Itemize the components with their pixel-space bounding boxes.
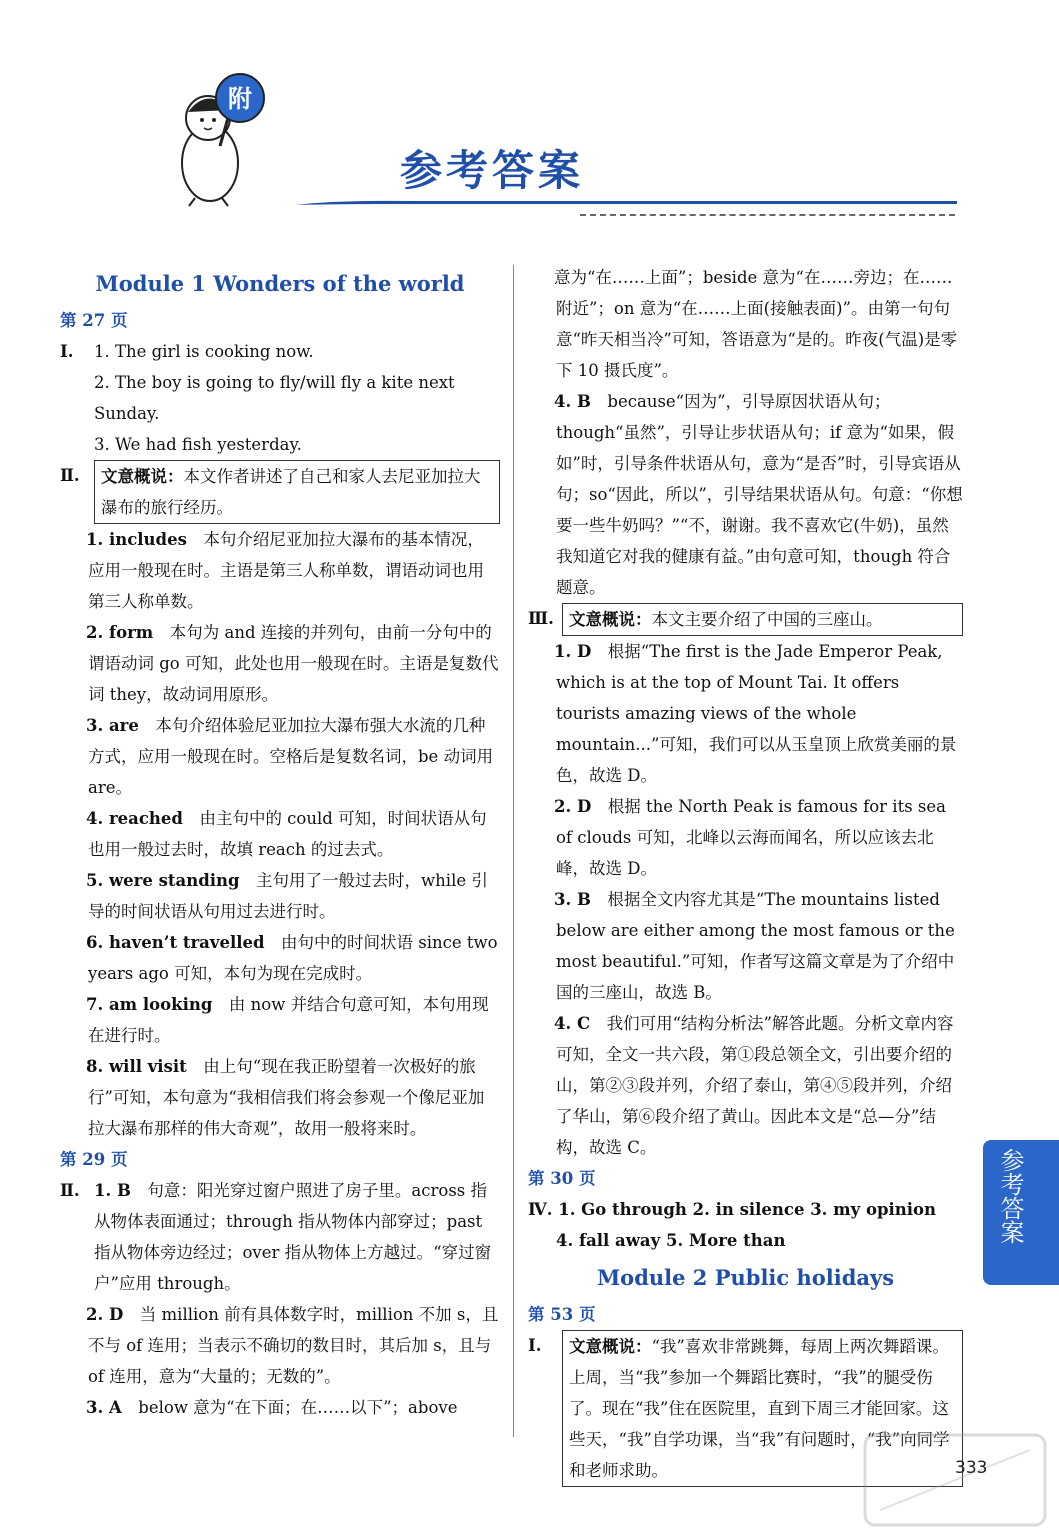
left-column: [60, 262, 500, 1423]
answer-item: [60, 710, 500, 803]
answer-key: 4. reached: [86, 809, 183, 828]
answer-explanation: 由主句中的 could 可知，时间状语从句也用一般过去时，故填 reach 的过去式。: [88, 809, 487, 859]
summary-label: 文意概说：: [569, 1337, 652, 1356]
side-tab-label: 参考答案: [996, 1148, 1024, 1244]
right-column: [528, 262, 963, 1487]
section-3: [528, 603, 963, 636]
answer-key: 1. B: [94, 1181, 131, 1200]
section-number: Ⅱ.: [60, 1181, 80, 1200]
answer-explanation: 本句介绍尼亚加拉大瀑布的基本情况，应用一般现在时。主语是第三人称单数，谓语动词也用第三人称单数。: [88, 530, 484, 611]
section-4-line: Ⅳ. 1. Go through 2. in silence 3. my opinion: [528, 1200, 937, 1219]
page-title: 参考答案: [400, 146, 585, 195]
summary-text: “我”喜欢非常跳舞，每周上两次舞蹈课。上周，当“我”参加一个舞蹈比赛时，“我”的腿受伤了。现在“我”住在医院里，直到下周三才能回家。这些天，“我”自学功课，当“我”有问题时，“我”向同学和老师求助。: [569, 1337, 950, 1480]
answer-explanation: 我们可用“结构分析法”解答此题。分析文章内容可知，全文一共六段，第①段总领全文，引出要介绍的山，第②③段并列，介绍了泰山，第④⑤段并列，介绍了华山，第⑥段介绍了黄山。因此本文是“总—分”结构，故选 C。: [556, 1014, 954, 1157]
answer-item: [60, 1051, 500, 1144]
answer-item: [528, 884, 963, 1008]
answer-explanation: 本句介绍体验尼亚加拉大瀑布强大水流的几种方式，应用一般现在时。空格后是复数名词，be 动词用 are。: [88, 716, 494, 797]
section-number: Ⅱ.: [60, 466, 80, 485]
answer-explanation: because“因为”，引导原因状语从句；though“虽然”，引导让步状语从句；if 意为“如果，假如”时，引导条件状语从句，意为“是否”时，引导宾语从句；so“因此，所以”，引导结果状语从句。句意：“你想要一些牛奶吗？”“不，谢谢。我不喜欢它(牛奶)，虽然我知道它对我的健康有益。”由句意可知，though 符合题意。: [556, 392, 963, 597]
answer-key: 6. haven’t travelled: [86, 933, 265, 952]
answer-key: 2. form: [86, 623, 154, 642]
answer-item: [60, 803, 500, 865]
answer-explanation: 根据 the North Peak is famous for its sea of clouds 可知，北峰以云海而闻名，所以应该去北峰，故选 D。: [556, 797, 946, 878]
answer-item: [60, 865, 500, 927]
mascot-illustration: [150, 68, 280, 208]
answer-key: 7. am looking: [86, 995, 213, 1014]
answer-item: 3. We had fish yesterday.: [94, 435, 302, 454]
page-ref-29: 第 29 页: [60, 1150, 128, 1169]
answer-key: 4. B: [554, 392, 591, 411]
answer-explanation: 句意：阳光穿过窗户照进了房子里。across 指从物体表面通过；through 指从物体内部穿过；past 指从物体旁边经过；over 指从物体上方越过。“穿过窗户”应用 through。: [94, 1181, 492, 1293]
answer-item: [60, 617, 500, 710]
answer-item: [60, 1392, 500, 1423]
answer-item: [528, 791, 963, 884]
answer-item: [528, 1008, 963, 1163]
summary-box: [562, 603, 963, 636]
section-4-line: 4. fall away 5. More than: [556, 1231, 786, 1250]
answer-key: 1. D: [554, 642, 592, 661]
watermark-logo: [860, 1430, 1050, 1530]
answer-key: 5. were standing: [86, 871, 240, 890]
section-number: Ⅰ.: [528, 1336, 542, 1355]
page-ref-27: 第 27 页: [60, 311, 128, 330]
answer-explanation: 由 now 并结合句意可知，本句用现在进行时。: [88, 995, 489, 1045]
section-number: Ⅲ.: [528, 609, 554, 628]
summary-label: 文意概说：: [101, 467, 184, 486]
module-2-title: Module 2 Public holidays: [596, 1265, 895, 1290]
answer-key: 8. will visit: [86, 1057, 187, 1076]
answer-key: 3. B: [554, 890, 591, 909]
answer-item: [60, 989, 500, 1051]
answer-item: 2. The boy is going to fly/will fly a kite next Sunday.: [94, 373, 455, 423]
answer-item: [528, 636, 963, 791]
answer-explanation: 根据“The first is the Jade Emperor Peak, which is at the top of Mount Tai. It offers tourists amazing views of the whole mountain...”可知，我们可以从玉皇顶上欣赏美丽的景色，故选 D。: [556, 642, 957, 785]
header-rule: [295, 200, 957, 206]
answer-item: 1. The girl is cooking now.: [94, 342, 314, 361]
section-2: [60, 460, 500, 524]
page-ref-53: 第 53 页: [528, 1305, 596, 1324]
summary-text: 本文主要介绍了中国的三座山。: [651, 610, 883, 629]
answer-explanation: 主句用了一般过去时，while 引导的时间状语从句用过去进行时。: [88, 871, 488, 921]
module-1-title: Module 1 Wonders of the world: [95, 271, 465, 296]
answer-explanation: 由上句“现在我正盼望着一次极好的旅行”可知，本句意为“我相信我们将会参观一个像尼亚加拉大瀑布那样的伟大奇观”，故用一般将来时。: [88, 1057, 485, 1138]
answer-explanation: below 意为“在下面；在……以下”；above: [138, 1398, 458, 1417]
answer-key: 2. D: [554, 797, 592, 816]
column-divider: [513, 265, 514, 1437]
page-number: 333: [955, 1458, 988, 1478]
answer-item: [94, 1175, 500, 1299]
summary-label: 文意概说：: [569, 610, 652, 629]
answer-key: 3. A: [86, 1398, 122, 1417]
badge-text: 附: [228, 85, 252, 113]
dashed-rule: [580, 214, 955, 216]
answer-item: [528, 386, 963, 603]
answer-item: [60, 524, 500, 617]
continued-text: 意为“在……上面”；beside 意为“在……旁边；在……附近”；on 意为“在……上面(接触表面)”。由第一句句意“昨天相当冷”可知，答语意为“是的。昨夜(气温)是零下 10 摄氏度”。: [554, 268, 958, 380]
section-number: Ⅰ.: [60, 342, 74, 361]
answer-item: [60, 927, 500, 989]
answer-item: [60, 1299, 500, 1392]
section-1: [60, 336, 500, 460]
answer-key: 3. are: [86, 716, 139, 735]
answer-explanation: 当 million 前有具体数字时，million 不加 s，且不与 of 连用；当表示不确切的数目时，其后加 s，且与 of 连用，意为“大量的；无数的”。: [88, 1305, 499, 1386]
summary-box: [94, 460, 500, 524]
section-1-items: [94, 336, 500, 460]
answer-key: 4. C: [554, 1014, 591, 1033]
answer-key: 1. includes: [86, 530, 187, 549]
answer-key: 2. D: [86, 1305, 124, 1324]
answer-explanation: 本句为 and 连接的并列句，由前一分句中的谓语动词 go 可知，此处也用一般现在时。主语是复数代词 they，故动词用原形。: [88, 623, 499, 704]
section-2-p29: [60, 1175, 500, 1299]
summary-text: 本文作者讲述了自己和家人去尼亚加拉大瀑布的旅行经历。: [101, 467, 481, 517]
answer-explanation: 根据全文内容尤其是“The mountains listed below are either among the most famous or the most beautiful.”可知，作者写这篇文章是为了介绍中国的三座山，故选 B。: [556, 890, 955, 1002]
page-ref-30: 第 30 页: [528, 1169, 596, 1188]
answer-explanation: 由句中的时间状语 since two years ago 可知，本句为现在完成时。: [88, 933, 498, 983]
